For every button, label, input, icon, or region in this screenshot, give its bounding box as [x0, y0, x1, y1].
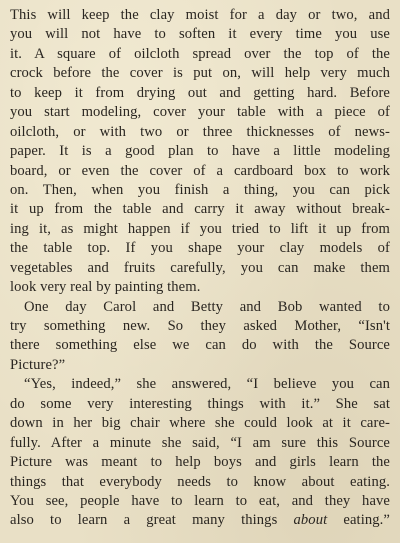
text-line: board, or even the cover of a cardboard box to work	[10, 162, 390, 179]
text-line: you start modeling, cover your table with a piece of	[10, 104, 390, 121]
text-run: also to learn a great many things	[10, 512, 294, 529]
paragraph-try-something-new	[10, 298, 390, 376]
paragraph-clay-care	[10, 6, 390, 298]
text-line: on. Then, when you finish a thing, you can pick	[10, 181, 390, 198]
text-line: oilcloth, or with two or three thicknesses of news-	[10, 123, 390, 140]
text-line: you will not have to soften it every time you use	[10, 26, 390, 43]
text-line: crock before the cover is put on, will help very much	[10, 65, 390, 82]
text-line: You see, people have to learn to eat, and they have	[10, 492, 390, 509]
text-line: things that everybody needs to know about eating.	[10, 473, 390, 490]
text-line: paper. It is a good plan to have a little modeling	[10, 143, 390, 160]
text-line: it up from the table and carry it away without break-	[10, 201, 390, 218]
text-line: look very real by painting them.	[10, 279, 201, 296]
text-line: Picture was meant to help boys and girls learn the	[10, 454, 390, 471]
text-line: down in her big chair where she could look at it care-	[10, 415, 390, 432]
text-line: there something else we can do with the Source	[10, 337, 390, 354]
text-line: ing it, as might happen if you tried to lift it up from	[10, 220, 390, 237]
text-line: the table top. If you shape your clay models of	[10, 240, 390, 257]
paragraph-mother-answer	[10, 375, 390, 531]
text-line: This will keep the clay moist for a day or two, and	[10, 7, 390, 23]
text-line: try something new. So they asked Mother, “Isn't	[10, 318, 390, 334]
text-line: “Yes, indeed,” she answered, “I believe you can	[24, 376, 390, 393]
text-line: vegetables and fruits carefully, you can make them	[10, 259, 390, 276]
text-run: eating.”	[327, 512, 390, 529]
text-line: it. A square of oilcloth spread over the top of the	[10, 45, 390, 62]
text-line: Picture?”	[10, 356, 66, 373]
text-line-final	[10, 511, 390, 530]
text-line: do some very interesting things with it.” She sat	[10, 395, 390, 412]
text-line: to keep it from drying out and getting hard. Before	[10, 84, 390, 101]
emphasis-text: about	[293, 512, 328, 529]
text-line: One day Carol and Betty and Bob wanted to	[24, 298, 390, 315]
text-line: fully. After a minute she said, “I am sure this Source	[10, 434, 390, 451]
